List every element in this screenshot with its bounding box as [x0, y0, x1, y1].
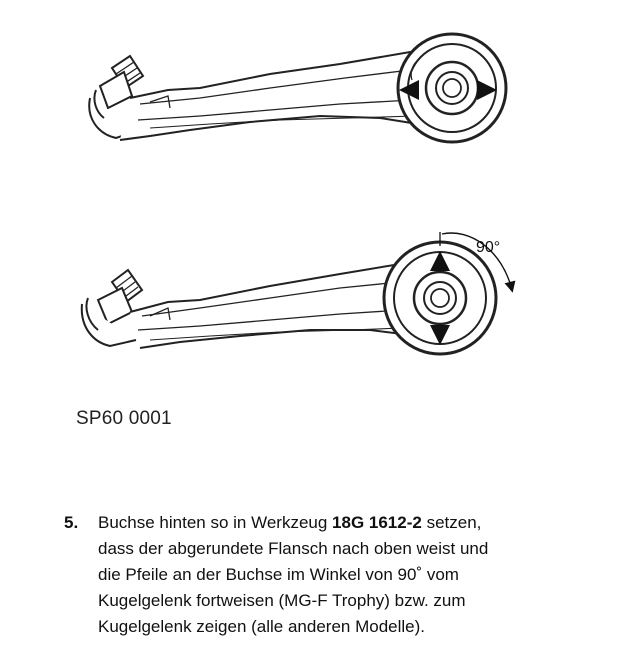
step-line-3: die Pfeile an der Buchse im Winkel von 90˚ vom — [98, 565, 459, 584]
figure-label: SP60 0001 — [76, 408, 172, 429]
tool-number: 18G 1612-2 — [332, 513, 422, 532]
step-line-4: Kugelgelenk fortweisen (MG-F Trophy) bzw. zum — [98, 591, 466, 610]
angle-label: 90° — [476, 239, 501, 256]
step-line-5: Kugelgelenk zeigen (alle anderen Modelle). — [98, 617, 425, 636]
step-number: 5. — [64, 513, 79, 532]
bush-upper — [398, 34, 506, 142]
arm-lower — [82, 232, 512, 354]
ball-joint-lower — [82, 270, 142, 346]
step-text-before: Buchse hinten so in Werkzeug — [98, 513, 333, 532]
step-line-1 — [98, 510, 604, 536]
step-line-2: dass der abgerundete Flansch nach oben weist und — [98, 539, 489, 558]
instruction-step — [64, 510, 604, 640]
step-text-line1-end: setzen, — [421, 513, 482, 532]
arm-body-lower — [130, 264, 402, 348]
arm-upper — [89, 34, 506, 142]
